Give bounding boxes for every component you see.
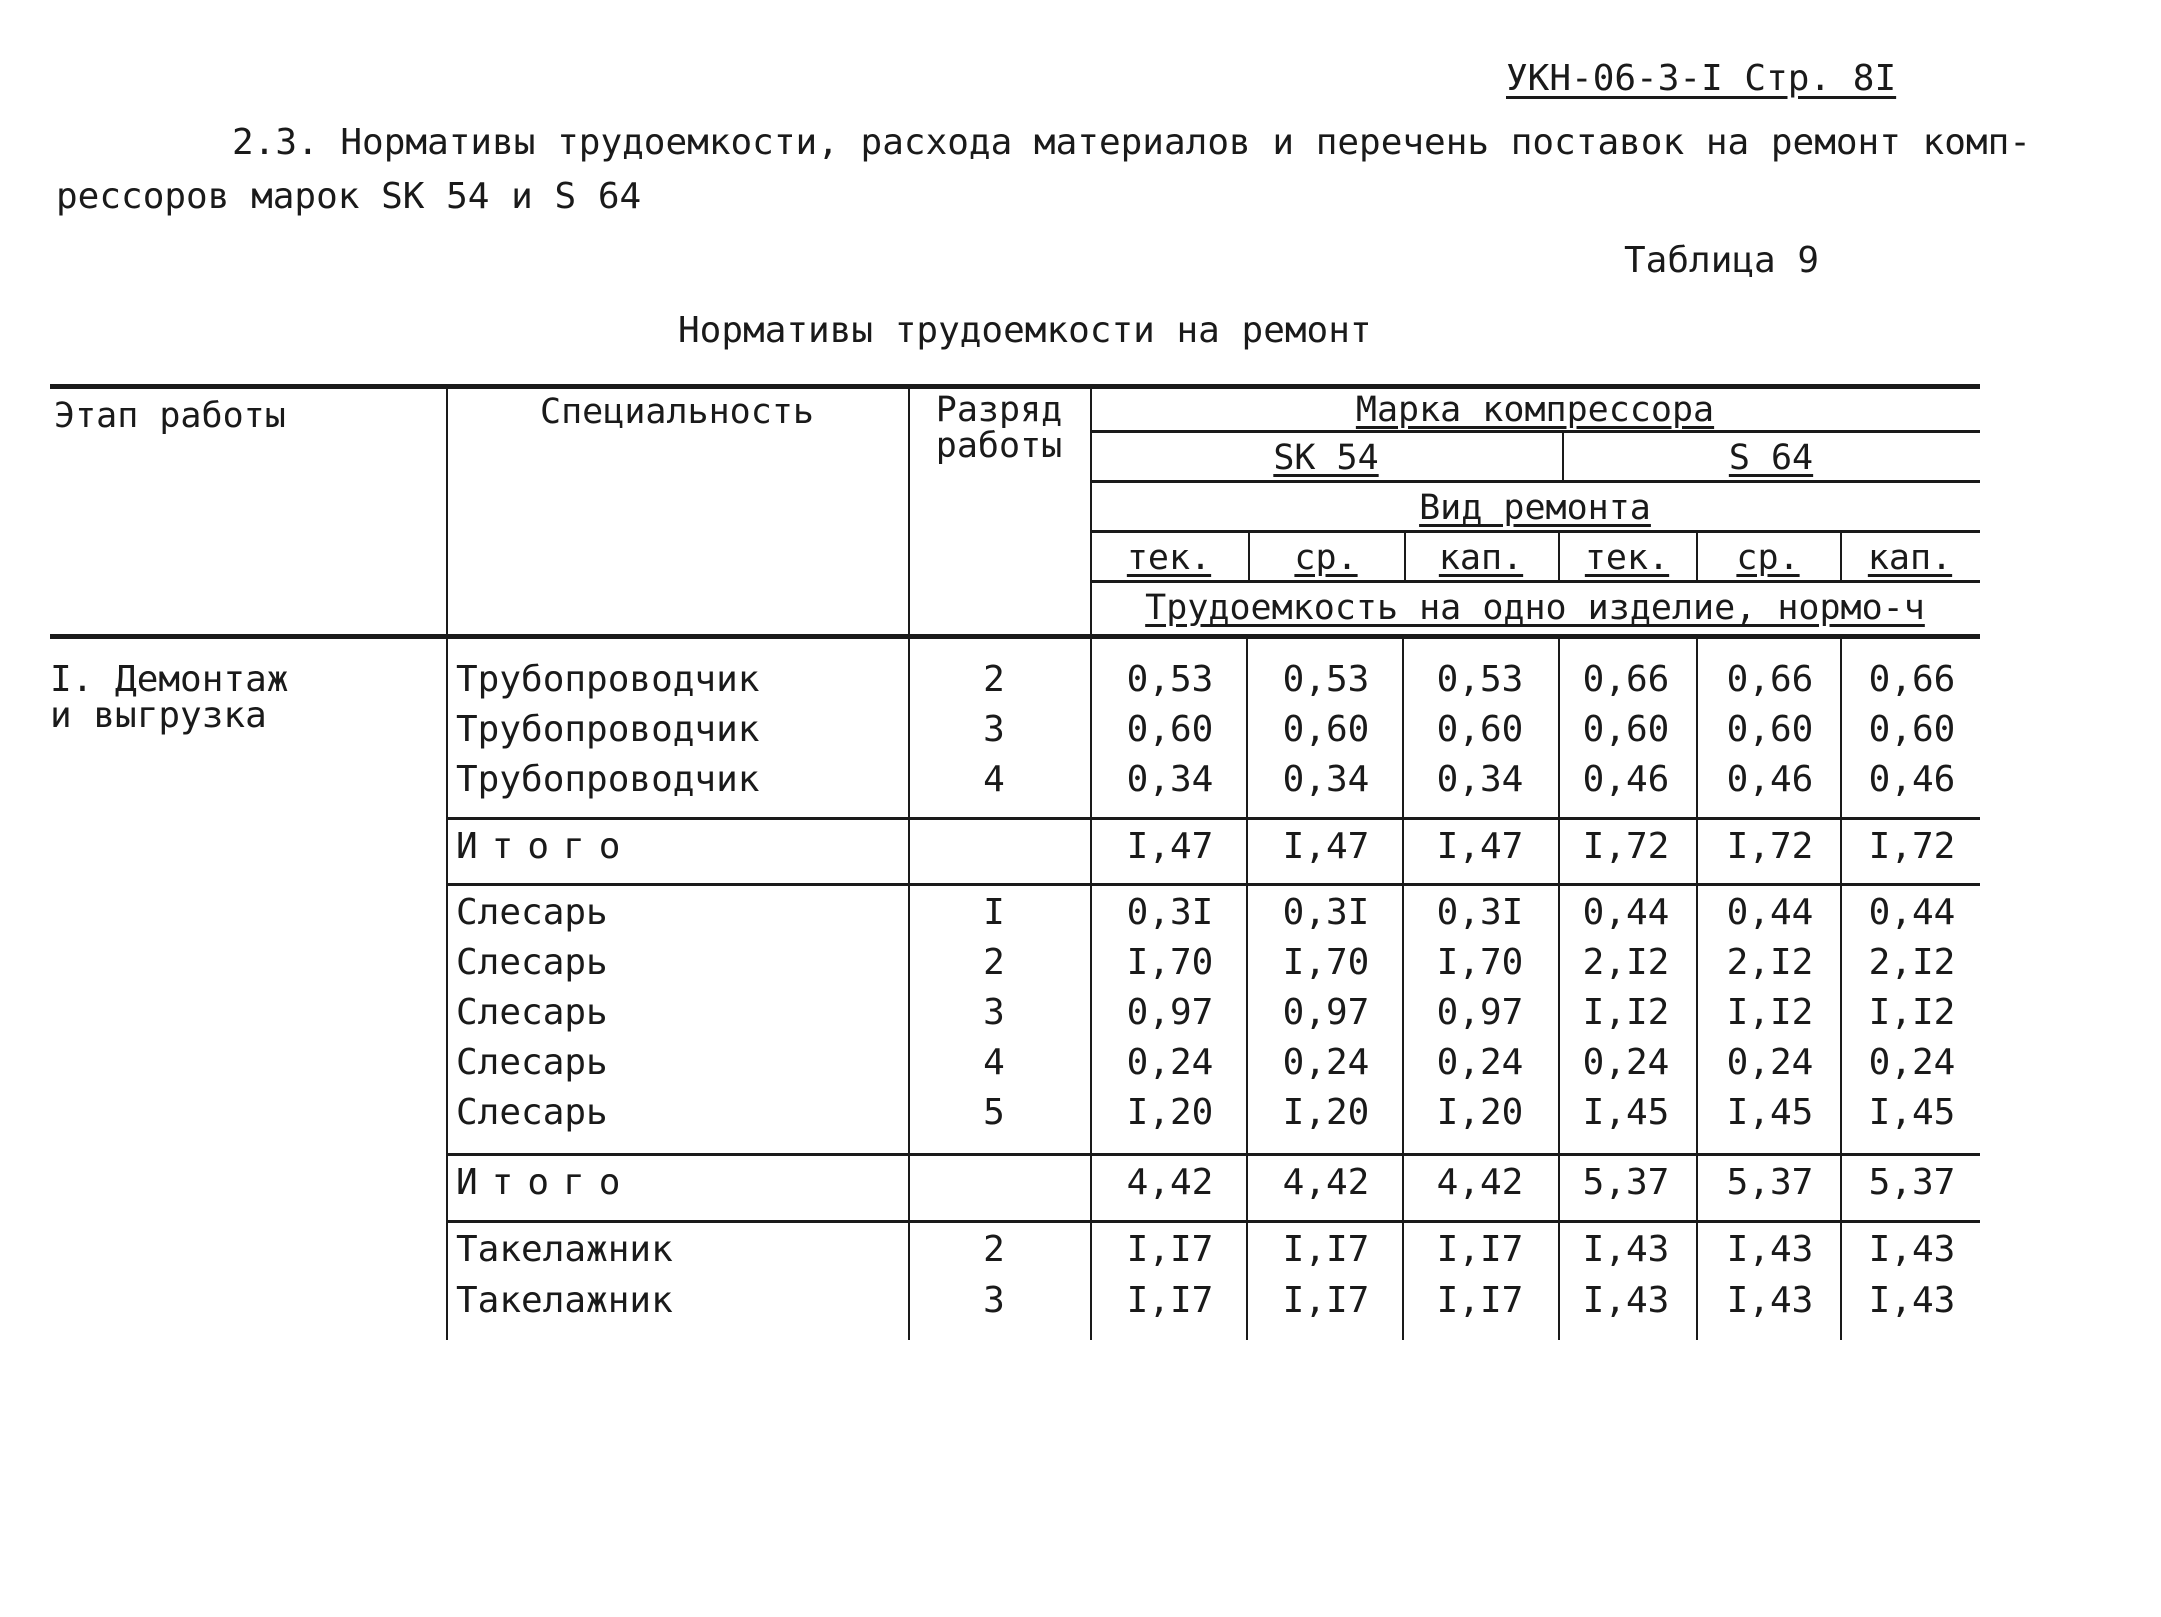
row-value: 0,97: [1282, 992, 1370, 1033]
header-bottom-border: [50, 634, 1980, 639]
col-header-stage: Этап работы: [54, 396, 286, 436]
col-divider-rank: [908, 384, 910, 1340]
row-value: I,43: [1726, 1280, 1814, 1321]
group-2-total-top-rule: [446, 1153, 1980, 1156]
brand-names-underline: [1090, 480, 1980, 483]
col-header-repair-kind: кап.: [1867, 538, 1953, 578]
repair-kinds-underline: [1090, 580, 1980, 583]
row-specialty: Слесарь: [456, 892, 608, 933]
value-divider-4: [1696, 634, 1698, 1340]
table-top-border: [50, 384, 1980, 389]
row-value: I,43: [1582, 1229, 1670, 1270]
total-value: 5,37: [1868, 1162, 1956, 1203]
row-value: I,43: [1868, 1280, 1956, 1321]
row-value: I,I7: [1436, 1280, 1524, 1321]
row-value: 0,24: [1282, 1042, 1370, 1083]
value-divider-2: [1402, 634, 1404, 1340]
col-header-repair-kind: ср.: [1736, 538, 1800, 578]
row-value: 0,24: [1868, 1042, 1956, 1083]
row-value: I,I7: [1436, 1229, 1524, 1270]
row-specialty: Слесарь: [456, 1042, 608, 1083]
row-value: I,I2: [1582, 992, 1670, 1033]
row-value: 0,44: [1868, 892, 1956, 933]
col-header-compressor-brand: Марка компрессора: [1355, 390, 1715, 430]
row-value: 0,66: [1582, 659, 1670, 700]
row-rank: 3: [983, 1280, 1005, 1321]
row-rank: 2: [983, 942, 1005, 983]
row-value: 0,34: [1126, 759, 1214, 800]
row-value: I,45: [1868, 1092, 1956, 1133]
row-value: I,43: [1582, 1280, 1670, 1321]
brand-header-underline: [1090, 430, 1980, 433]
row-specialty: Трубопроводчик: [456, 759, 760, 800]
table-title: Нормативы трудоемкости на ремонт: [678, 310, 1372, 351]
row-value: I,70: [1282, 942, 1370, 983]
total-value: 4,42: [1282, 1162, 1370, 1203]
col-header-specialty: Специальность: [540, 392, 814, 432]
total-value: I,47: [1436, 826, 1524, 867]
row-value: I,20: [1282, 1092, 1370, 1133]
row-value: 0,53: [1436, 659, 1524, 700]
row-value: 0,60: [1126, 709, 1214, 750]
row-value: I,43: [1868, 1229, 1956, 1270]
row-value: 0,60: [1868, 709, 1956, 750]
total-value: I,47: [1282, 826, 1370, 867]
total-value: I,72: [1582, 826, 1670, 867]
row-value: 0,3I: [1282, 892, 1370, 933]
total-value: I,72: [1868, 826, 1956, 867]
value-divider-3: [1558, 634, 1560, 1340]
row-rank: 3: [983, 709, 1005, 750]
row-value: I,I7: [1282, 1229, 1370, 1270]
row-value: I,I2: [1726, 992, 1814, 1033]
row-value: 0,44: [1582, 892, 1670, 933]
row-value: 0,46: [1726, 759, 1814, 800]
row-value: 2,I2: [1726, 942, 1814, 983]
row-rank: 2: [983, 659, 1005, 700]
col-header-repair-kind: тек.: [1584, 538, 1670, 578]
row-value: 0,66: [1726, 659, 1814, 700]
row-rank: 4: [983, 759, 1005, 800]
total-value: 5,37: [1726, 1162, 1814, 1203]
row-rank: 5: [983, 1092, 1005, 1133]
row-value: I,70: [1126, 942, 1214, 983]
total-value: I,72: [1726, 826, 1814, 867]
row-value: I,45: [1582, 1092, 1670, 1133]
row-value: 0,97: [1436, 992, 1524, 1033]
row-value: 0,60: [1582, 709, 1670, 750]
row-value: 0,60: [1726, 709, 1814, 750]
row-value: 0,3I: [1436, 892, 1524, 933]
row-rank: 2: [983, 1229, 1005, 1270]
row-value: I,20: [1126, 1092, 1214, 1133]
group-2-total-bottom-rule: [446, 1220, 1980, 1223]
row-value: 0,34: [1282, 759, 1370, 800]
repair-type-underline: [1090, 530, 1980, 533]
row-specialty: Слесарь: [456, 1092, 608, 1133]
page-reference: УКН-06-3-I Стр. 8I: [1506, 58, 1897, 99]
col-header-brand-sk54: SK 54: [1273, 438, 1379, 478]
row-specialty: Такелажник: [456, 1280, 673, 1321]
row-value: I,I2: [1868, 992, 1956, 1033]
row-value: 0,60: [1282, 709, 1370, 750]
row-value: 0,44: [1726, 892, 1814, 933]
row-specialty: Слесарь: [456, 992, 608, 1033]
value-divider-5: [1840, 634, 1842, 1340]
total-label: Итого: [456, 1162, 635, 1203]
row-specialty: Трубопроводчик: [456, 709, 760, 750]
row-specialty: Слесарь: [456, 942, 608, 983]
col-header-repair-kind: кап.: [1438, 538, 1524, 578]
row-value: I,I7: [1126, 1280, 1214, 1321]
row-value: 0,24: [1126, 1042, 1214, 1083]
row-value: I,I7: [1126, 1229, 1214, 1270]
group-1-total-bottom-rule: [446, 883, 1980, 886]
total-value: 4,42: [1126, 1162, 1214, 1203]
stage-label: I. Демонтаж и выгрузка: [50, 659, 289, 736]
total-value: I,47: [1126, 826, 1214, 867]
row-value: 2,I2: [1868, 942, 1956, 983]
value-divider-1: [1246, 634, 1248, 1340]
row-specialty: Трубопроводчик: [456, 659, 760, 700]
table-number-label: Таблица 9: [1624, 240, 1820, 281]
row-value: 0,34: [1436, 759, 1524, 800]
row-specialty: Такелажник: [456, 1229, 673, 1270]
row-value: 0,24: [1726, 1042, 1814, 1083]
section-heading-line-1: 2.3. Нормативы трудоемкости, расхода материалов и перечень поставок на ремонт комп-: [232, 122, 2031, 163]
total-label: Итого: [456, 826, 635, 867]
row-value: I,45: [1726, 1092, 1814, 1133]
row-value: 0,97: [1126, 992, 1214, 1033]
row-rank: 4: [983, 1042, 1005, 1083]
row-value: 0,24: [1436, 1042, 1524, 1083]
col-header-repair-kind: тек.: [1126, 538, 1212, 578]
row-value: 0,53: [1282, 659, 1370, 700]
col-header-repair-kind: ср.: [1294, 538, 1358, 578]
col-header-brand-s64: S 64: [1728, 438, 1814, 478]
row-value: 0,60: [1436, 709, 1524, 750]
row-value: 0,24: [1582, 1042, 1670, 1083]
total-value: 4,42: [1436, 1162, 1524, 1203]
row-value: I,I7: [1282, 1280, 1370, 1321]
row-value: I,43: [1726, 1229, 1814, 1270]
col-header-repair-type: Вид ремонта: [1419, 488, 1651, 528]
row-rank: I: [983, 892, 1005, 933]
section-heading-line-2: рессоров марок SK 54 и S 64: [56, 176, 642, 217]
row-value: I,20: [1436, 1092, 1524, 1133]
row-value: 0,46: [1582, 759, 1670, 800]
total-value: 5,37: [1582, 1162, 1670, 1203]
row-value: 2,I2: [1582, 942, 1670, 983]
group-1-total-top-rule: [446, 817, 1980, 820]
col-header-rank: Разряд работы: [935, 390, 1063, 466]
col-divider-specialty: [446, 384, 448, 1340]
row-value: 0,53: [1126, 659, 1214, 700]
row-rank: 3: [983, 992, 1005, 1033]
row-value: 0,66: [1868, 659, 1956, 700]
col-header-labor-unit: Трудоемкость на одно изделие, нормо-ч: [1145, 588, 1925, 628]
row-value: 0,46: [1868, 759, 1956, 800]
row-value: 0,3I: [1126, 892, 1214, 933]
row-value: I,70: [1436, 942, 1524, 983]
